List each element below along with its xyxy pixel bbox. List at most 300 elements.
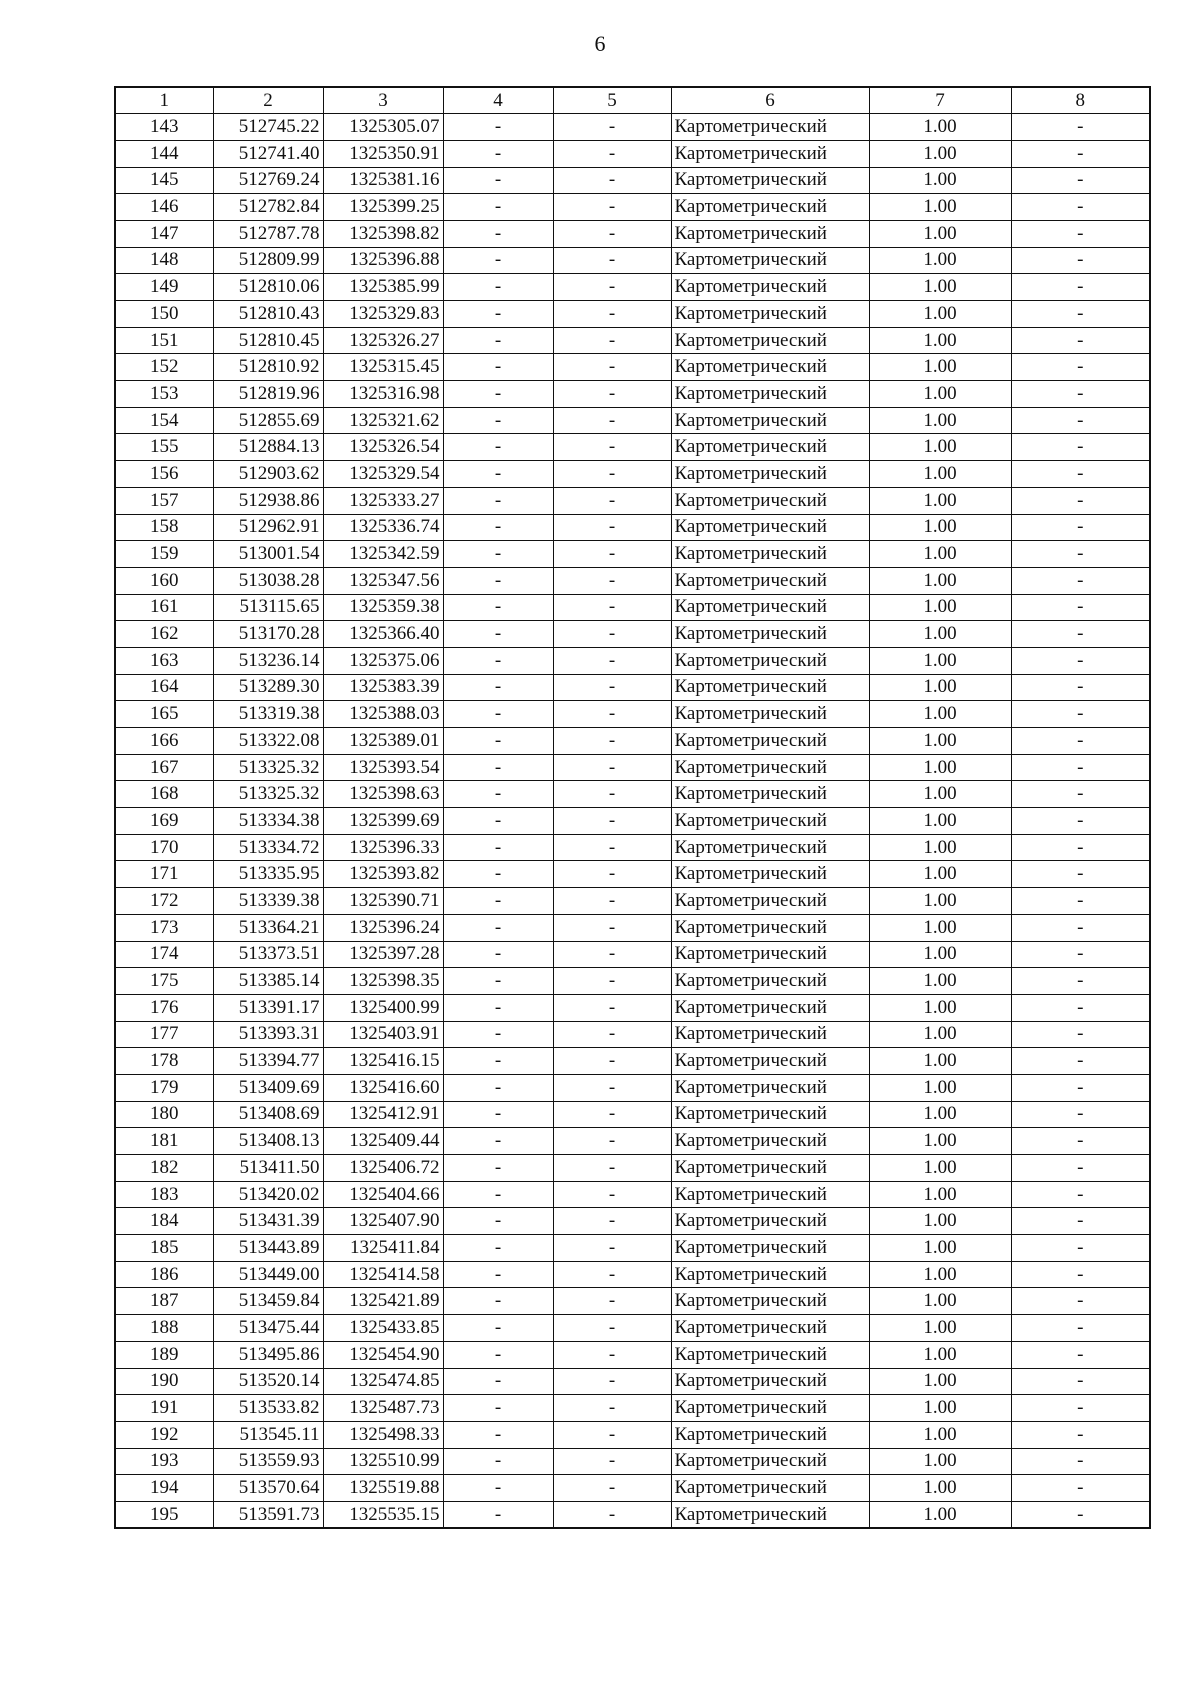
- cell-point-number: 161: [115, 594, 213, 621]
- cell-col-4: -: [443, 728, 553, 755]
- cell-point-number: 193: [115, 1448, 213, 1475]
- cell-accuracy: 1.00: [869, 754, 1011, 781]
- table-row: [115, 728, 1150, 755]
- cell-col-4: -: [443, 888, 553, 915]
- cell-point-number: 155: [115, 434, 213, 461]
- table-row: [115, 621, 1150, 648]
- cell-col-4: -: [443, 220, 553, 247]
- cell-col-8: -: [1011, 861, 1150, 888]
- cell-accuracy: 1.00: [869, 1181, 1011, 1208]
- table-row: [115, 194, 1150, 221]
- cell-coordinate-y: 1325535.15: [323, 1501, 443, 1528]
- cell-col-5: -: [553, 1395, 671, 1422]
- cell-col-8: -: [1011, 728, 1150, 755]
- cell-accuracy: 1.00: [869, 621, 1011, 648]
- cell-point-number: 195: [115, 1501, 213, 1528]
- cell-coordinate-x: 512741.40: [213, 140, 323, 167]
- column-header-8: 8: [1011, 87, 1150, 114]
- cell-col-4: -: [443, 1235, 553, 1262]
- cell-col-8: -: [1011, 1074, 1150, 1101]
- cell-accuracy: 1.00: [869, 701, 1011, 728]
- cell-coordinate-y: 1325416.15: [323, 1048, 443, 1075]
- cell-coordinate-y: 1325454.90: [323, 1341, 443, 1368]
- table-row: [115, 754, 1150, 781]
- cell-point-number: 160: [115, 567, 213, 594]
- cell-coordinate-x: 512810.92: [213, 354, 323, 381]
- cell-coordinate-x: 513409.69: [213, 1074, 323, 1101]
- cell-col-4: -: [443, 140, 553, 167]
- cell-accuracy: 1.00: [869, 1155, 1011, 1182]
- cell-method: Картометрический: [671, 861, 869, 888]
- table-row: [115, 327, 1150, 354]
- cell-col-5: -: [553, 567, 671, 594]
- cell-col-8: -: [1011, 1235, 1150, 1262]
- table-row: [115, 1368, 1150, 1395]
- cell-accuracy: 1.00: [869, 541, 1011, 568]
- cell-col-5: -: [553, 1235, 671, 1262]
- cell-coordinate-x: 513570.64: [213, 1475, 323, 1502]
- cell-col-4: -: [443, 1155, 553, 1182]
- cell-coordinate-y: 1325390.71: [323, 888, 443, 915]
- cell-point-number: 186: [115, 1261, 213, 1288]
- cell-accuracy: 1.00: [869, 647, 1011, 674]
- cell-point-number: 166: [115, 728, 213, 755]
- cell-col-8: -: [1011, 247, 1150, 274]
- cell-point-number: 148: [115, 247, 213, 274]
- cell-coordinate-x: 513459.84: [213, 1288, 323, 1315]
- column-header-7: 7: [869, 87, 1011, 114]
- cell-accuracy: 1.00: [869, 434, 1011, 461]
- cell-coordinate-y: 1325350.91: [323, 140, 443, 167]
- cell-coordinate-y: 1325342.59: [323, 541, 443, 568]
- cell-col-5: -: [553, 1315, 671, 1342]
- table-row: [115, 567, 1150, 594]
- cell-coordinate-y: 1325326.54: [323, 434, 443, 461]
- cell-point-number: 175: [115, 968, 213, 995]
- cell-coordinate-y: 1325347.56: [323, 567, 443, 594]
- cell-coordinate-x: 513322.08: [213, 728, 323, 755]
- cell-coordinate-y: 1325375.06: [323, 647, 443, 674]
- cell-coordinate-x: 513364.21: [213, 914, 323, 941]
- cell-method: Картометрический: [671, 541, 869, 568]
- cell-coordinate-y: 1325403.91: [323, 1021, 443, 1048]
- cell-accuracy: 1.00: [869, 381, 1011, 408]
- cell-coordinate-y: 1325388.03: [323, 701, 443, 728]
- cell-col-5: -: [553, 1341, 671, 1368]
- cell-col-4: -: [443, 1501, 553, 1528]
- cell-coordinate-x: 512855.69: [213, 407, 323, 434]
- cell-point-number: 146: [115, 194, 213, 221]
- cell-col-4: -: [443, 1341, 553, 1368]
- cell-coordinate-x: 512903.62: [213, 461, 323, 488]
- cell-coordinate-y: 1325396.33: [323, 834, 443, 861]
- cell-accuracy: 1.00: [869, 861, 1011, 888]
- cell-coordinate-x: 513475.44: [213, 1315, 323, 1342]
- cell-col-4: -: [443, 1261, 553, 1288]
- cell-col-8: -: [1011, 1421, 1150, 1448]
- cell-point-number: 176: [115, 994, 213, 1021]
- cell-col-4: -: [443, 487, 553, 514]
- table-row: [115, 381, 1150, 408]
- table-row: [115, 220, 1150, 247]
- cell-col-5: -: [553, 354, 671, 381]
- column-header-6: 6: [671, 87, 869, 114]
- cell-method: Картометрический: [671, 140, 869, 167]
- cell-method: Картометрический: [671, 567, 869, 594]
- cell-coordinate-y: 1325411.84: [323, 1235, 443, 1262]
- cell-col-8: -: [1011, 914, 1150, 941]
- cell-col-4: -: [443, 407, 553, 434]
- cell-coordinate-x: 513431.39: [213, 1208, 323, 1235]
- cell-point-number: 192: [115, 1421, 213, 1448]
- cell-col-4: -: [443, 808, 553, 835]
- cell-coordinate-x: 513289.30: [213, 674, 323, 701]
- cell-point-number: 162: [115, 621, 213, 648]
- cell-coordinate-x: 513545.11: [213, 1421, 323, 1448]
- cell-coordinate-y: 1325399.25: [323, 194, 443, 221]
- table-row: [115, 834, 1150, 861]
- cell-col-8: -: [1011, 781, 1150, 808]
- cell-col-5: -: [553, 994, 671, 1021]
- table-row: [115, 1235, 1150, 1262]
- table-row: [115, 247, 1150, 274]
- cell-col-8: -: [1011, 808, 1150, 835]
- cell-col-5: -: [553, 407, 671, 434]
- column-header-3: 3: [323, 87, 443, 114]
- cell-coordinate-y: 1325396.24: [323, 914, 443, 941]
- cell-col-4: -: [443, 1048, 553, 1075]
- cell-coordinate-y: 1325366.40: [323, 621, 443, 648]
- table-row: [115, 487, 1150, 514]
- cell-col-5: -: [553, 541, 671, 568]
- cell-col-5: -: [553, 1048, 671, 1075]
- cell-coordinate-y: 1325399.69: [323, 808, 443, 835]
- cell-col-5: -: [553, 327, 671, 354]
- cell-coordinate-x: 513408.13: [213, 1128, 323, 1155]
- cell-col-5: -: [553, 381, 671, 408]
- cell-method: Картометрический: [671, 1048, 869, 1075]
- cell-point-number: 149: [115, 274, 213, 301]
- cell-method: Картометрический: [671, 1368, 869, 1395]
- cell-point-number: 178: [115, 1048, 213, 1075]
- cell-coordinate-y: 1325381.16: [323, 167, 443, 194]
- cell-col-5: -: [553, 434, 671, 461]
- column-header-5: 5: [553, 87, 671, 114]
- cell-coordinate-x: 512819.96: [213, 381, 323, 408]
- cell-col-8: -: [1011, 487, 1150, 514]
- cell-accuracy: 1.00: [869, 1288, 1011, 1315]
- cell-coordinate-y: 1325406.72: [323, 1155, 443, 1182]
- cell-col-5: -: [553, 487, 671, 514]
- cell-col-8: -: [1011, 968, 1150, 995]
- table-row: [115, 1315, 1150, 1342]
- cell-col-5: -: [553, 1021, 671, 1048]
- cell-method: Картометрический: [671, 434, 869, 461]
- cell-col-8: -: [1011, 461, 1150, 488]
- cell-coordinate-y: 1325333.27: [323, 487, 443, 514]
- cell-col-5: -: [553, 247, 671, 274]
- table-row: [115, 1128, 1150, 1155]
- cell-point-number: 169: [115, 808, 213, 835]
- cell-accuracy: 1.00: [869, 1395, 1011, 1422]
- column-header-1: 1: [115, 87, 213, 114]
- cell-col-5: -: [553, 621, 671, 648]
- cell-col-8: -: [1011, 594, 1150, 621]
- cell-accuracy: 1.00: [869, 1501, 1011, 1528]
- cell-col-4: -: [443, 461, 553, 488]
- cell-method: Картометрический: [671, 514, 869, 541]
- cell-col-8: -: [1011, 1101, 1150, 1128]
- table-row: [115, 1395, 1150, 1422]
- cell-col-4: -: [443, 1288, 553, 1315]
- cell-col-8: -: [1011, 541, 1150, 568]
- cell-col-5: -: [553, 781, 671, 808]
- cell-col-5: -: [553, 1288, 671, 1315]
- cell-accuracy: 1.00: [869, 114, 1011, 141]
- cell-col-8: -: [1011, 1048, 1150, 1075]
- cell-coordinate-y: 1325316.98: [323, 381, 443, 408]
- cell-point-number: 185: [115, 1235, 213, 1262]
- cell-coordinate-y: 1325510.99: [323, 1448, 443, 1475]
- cell-point-number: 194: [115, 1475, 213, 1502]
- cell-accuracy: 1.00: [869, 1048, 1011, 1075]
- cell-point-number: 184: [115, 1208, 213, 1235]
- cell-col-4: -: [443, 514, 553, 541]
- table-row: [115, 888, 1150, 915]
- table-row: [115, 114, 1150, 141]
- cell-col-8: -: [1011, 1208, 1150, 1235]
- cell-coordinate-y: 1325397.28: [323, 941, 443, 968]
- cell-col-8: -: [1011, 114, 1150, 141]
- cell-coordinate-x: 513559.93: [213, 1448, 323, 1475]
- cell-method: Картометрический: [671, 194, 869, 221]
- cell-coordinate-x: 512809.99: [213, 247, 323, 274]
- cell-col-4: -: [443, 994, 553, 1021]
- cell-col-5: -: [553, 674, 671, 701]
- table-row: [115, 781, 1150, 808]
- cell-point-number: 167: [115, 754, 213, 781]
- cell-point-number: 181: [115, 1128, 213, 1155]
- cell-col-4: -: [443, 114, 553, 141]
- coordinates-table: [114, 86, 1151, 1529]
- cell-col-4: -: [443, 1368, 553, 1395]
- table-row: [115, 1421, 1150, 1448]
- cell-accuracy: 1.00: [869, 1208, 1011, 1235]
- table-row: [115, 861, 1150, 888]
- cell-coordinate-x: 513495.86: [213, 1341, 323, 1368]
- cell-col-8: -: [1011, 1021, 1150, 1048]
- cell-accuracy: 1.00: [869, 968, 1011, 995]
- cell-method: Картометрический: [671, 728, 869, 755]
- cell-col-8: -: [1011, 888, 1150, 915]
- table-row: [115, 674, 1150, 701]
- cell-method: Картометрический: [671, 301, 869, 328]
- cell-coordinate-y: 1325383.39: [323, 674, 443, 701]
- cell-col-5: -: [553, 274, 671, 301]
- cell-method: Картометрический: [671, 1155, 869, 1182]
- cell-col-5: -: [553, 220, 671, 247]
- cell-coordinate-x: 513115.65: [213, 594, 323, 621]
- table-row: [115, 1155, 1150, 1182]
- cell-point-number: 182: [115, 1155, 213, 1182]
- cell-col-5: -: [553, 728, 671, 755]
- table-row: [115, 647, 1150, 674]
- cell-accuracy: 1.00: [869, 674, 1011, 701]
- cell-col-8: -: [1011, 1155, 1150, 1182]
- cell-col-4: -: [443, 701, 553, 728]
- cell-point-number: 150: [115, 301, 213, 328]
- table-row: [115, 140, 1150, 167]
- cell-accuracy: 1.00: [869, 781, 1011, 808]
- cell-coordinate-y: 1325398.82: [323, 220, 443, 247]
- cell-col-8: -: [1011, 701, 1150, 728]
- cell-point-number: 164: [115, 674, 213, 701]
- table-row: [115, 434, 1150, 461]
- cell-col-8: -: [1011, 941, 1150, 968]
- cell-col-8: -: [1011, 194, 1150, 221]
- cell-col-5: -: [553, 167, 671, 194]
- cell-point-number: 157: [115, 487, 213, 514]
- cell-col-4: -: [443, 594, 553, 621]
- cell-coordinate-x: 512884.13: [213, 434, 323, 461]
- cell-col-4: -: [443, 1395, 553, 1422]
- cell-coordinate-y: 1325400.99: [323, 994, 443, 1021]
- cell-col-8: -: [1011, 327, 1150, 354]
- cell-method: Картометрический: [671, 594, 869, 621]
- table-row: [115, 301, 1150, 328]
- column-header-2: 2: [213, 87, 323, 114]
- cell-col-5: -: [553, 1448, 671, 1475]
- cell-coordinate-x: 513391.17: [213, 994, 323, 1021]
- cell-point-number: 153: [115, 381, 213, 408]
- cell-point-number: 170: [115, 834, 213, 861]
- cell-accuracy: 1.00: [869, 994, 1011, 1021]
- table-row: [115, 1101, 1150, 1128]
- cell-accuracy: 1.00: [869, 1021, 1011, 1048]
- cell-col-5: -: [553, 140, 671, 167]
- cell-col-5: -: [553, 754, 671, 781]
- cell-method: Картометрический: [671, 1235, 869, 1262]
- cell-point-number: 179: [115, 1074, 213, 1101]
- cell-accuracy: 1.00: [869, 354, 1011, 381]
- cell-col-8: -: [1011, 621, 1150, 648]
- cell-coordinate-x: 513373.51: [213, 941, 323, 968]
- cell-accuracy: 1.00: [869, 167, 1011, 194]
- cell-col-8: -: [1011, 1181, 1150, 1208]
- cell-coordinate-y: 1325398.35: [323, 968, 443, 995]
- cell-col-8: -: [1011, 381, 1150, 408]
- cell-point-number: 180: [115, 1101, 213, 1128]
- cell-method: Картометрический: [671, 647, 869, 674]
- cell-accuracy: 1.00: [869, 1421, 1011, 1448]
- cell-col-8: -: [1011, 140, 1150, 167]
- cell-accuracy: 1.00: [869, 274, 1011, 301]
- cell-col-5: -: [553, 1074, 671, 1101]
- cell-col-4: -: [443, 1101, 553, 1128]
- cell-col-5: -: [553, 647, 671, 674]
- cell-coordinate-y: 1325321.62: [323, 407, 443, 434]
- cell-accuracy: 1.00: [869, 1341, 1011, 1368]
- cell-method: Картометрический: [671, 1395, 869, 1422]
- cell-point-number: 168: [115, 781, 213, 808]
- cell-col-5: -: [553, 808, 671, 835]
- cell-point-number: 172: [115, 888, 213, 915]
- cell-coordinate-y: 1325396.88: [323, 247, 443, 274]
- cell-col-5: -: [553, 941, 671, 968]
- cell-method: Картометрический: [671, 1128, 869, 1155]
- cell-col-8: -: [1011, 1395, 1150, 1422]
- cell-coordinate-y: 1325336.74: [323, 514, 443, 541]
- cell-col-5: -: [553, 301, 671, 328]
- cell-col-8: -: [1011, 1261, 1150, 1288]
- cell-col-5: -: [553, 194, 671, 221]
- cell-point-number: 165: [115, 701, 213, 728]
- cell-method: Картометрический: [671, 274, 869, 301]
- cell-accuracy: 1.00: [869, 1448, 1011, 1475]
- cell-coordinate-x: 513334.38: [213, 808, 323, 835]
- cell-coordinate-y: 1325329.83: [323, 301, 443, 328]
- cell-method: Картометрический: [671, 1288, 869, 1315]
- table-row: [115, 167, 1150, 194]
- cell-coordinate-y: 1325315.45: [323, 354, 443, 381]
- cell-col-5: -: [553, 888, 671, 915]
- cell-col-4: -: [443, 194, 553, 221]
- cell-point-number: 158: [115, 514, 213, 541]
- cell-point-number: 189: [115, 1341, 213, 1368]
- cell-accuracy: 1.00: [869, 1315, 1011, 1342]
- cell-method: Картометрический: [671, 808, 869, 835]
- table-row: [115, 968, 1150, 995]
- cell-col-4: -: [443, 914, 553, 941]
- cell-col-4: -: [443, 567, 553, 594]
- cell-method: Картометрический: [671, 327, 869, 354]
- cell-coordinate-y: 1325359.38: [323, 594, 443, 621]
- cell-coordinate-x: 512938.86: [213, 487, 323, 514]
- cell-col-4: -: [443, 541, 553, 568]
- cell-col-5: -: [553, 114, 671, 141]
- cell-accuracy: 1.00: [869, 140, 1011, 167]
- cell-point-number: 152: [115, 354, 213, 381]
- cell-coordinate-y: 1325385.99: [323, 274, 443, 301]
- cell-coordinate-y: 1325389.01: [323, 728, 443, 755]
- cell-coordinate-x: 513520.14: [213, 1368, 323, 1395]
- cell-col-8: -: [1011, 1341, 1150, 1368]
- cell-col-4: -: [443, 941, 553, 968]
- cell-coordinate-x: 512745.22: [213, 114, 323, 141]
- cell-col-4: -: [443, 1074, 553, 1101]
- cell-method: Картометрический: [671, 167, 869, 194]
- cell-accuracy: 1.00: [869, 1128, 1011, 1155]
- cell-method: Картометрический: [671, 781, 869, 808]
- cell-method: Картометрический: [671, 941, 869, 968]
- cell-col-8: -: [1011, 1475, 1150, 1502]
- cell-col-8: -: [1011, 301, 1150, 328]
- cell-point-number: 163: [115, 647, 213, 674]
- table-row: [115, 514, 1150, 541]
- cell-coordinate-y: 1325393.82: [323, 861, 443, 888]
- cell-coordinate-x: 512810.45: [213, 327, 323, 354]
- table-row: [115, 461, 1150, 488]
- cell-col-8: -: [1011, 354, 1150, 381]
- cell-accuracy: 1.00: [869, 1074, 1011, 1101]
- cell-coordinate-x: 513236.14: [213, 647, 323, 674]
- cell-col-8: -: [1011, 1315, 1150, 1342]
- cell-coordinate-x: 512810.06: [213, 274, 323, 301]
- cell-point-number: 151: [115, 327, 213, 354]
- cell-method: Картометрический: [671, 1261, 869, 1288]
- cell-point-number: 143: [115, 114, 213, 141]
- cell-col-8: -: [1011, 167, 1150, 194]
